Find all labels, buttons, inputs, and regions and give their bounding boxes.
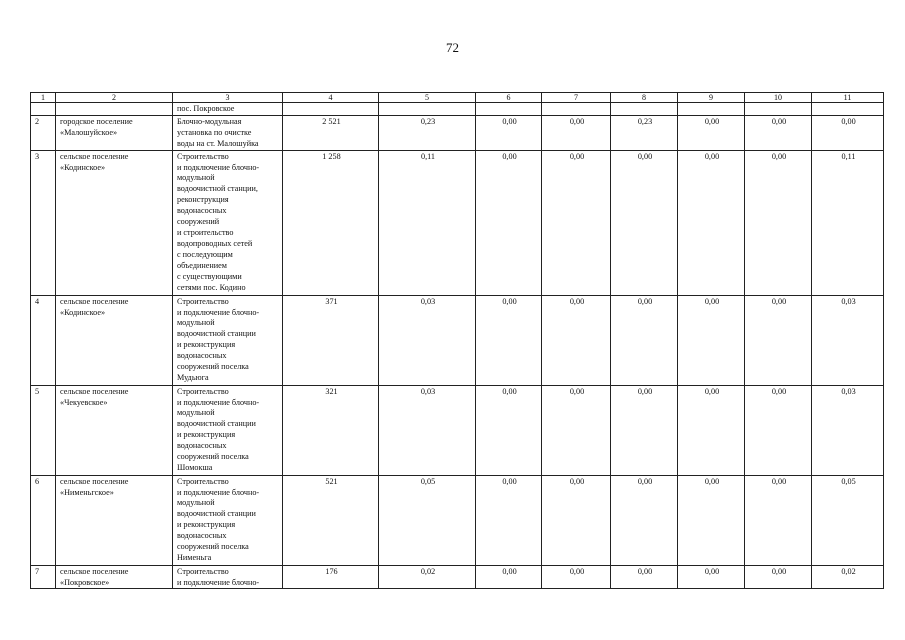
description-cell-line: и реконструкция <box>177 430 236 440</box>
description-cell-line: Строительство <box>177 386 229 396</box>
description-cell-line: Строительство <box>177 151 229 161</box>
value-cell: 0,00 <box>542 150 611 295</box>
settlement-cell-line: «Малошуйское» <box>60 127 118 137</box>
description-cell-line: сооружений поселка <box>177 362 249 372</box>
value-cell: 0,00 <box>678 150 745 295</box>
value-cell: 0,00 <box>542 295 611 385</box>
description-cell <box>173 565 283 589</box>
settlement-cell <box>56 115 173 150</box>
description-cell-line: и подключение блочно- <box>177 307 260 317</box>
value-cell: 0,03 <box>812 385 884 475</box>
row-number: 6 <box>31 475 56 565</box>
description-cell-line: и подключение блочно- <box>177 397 260 407</box>
value-cell: 371 <box>283 295 379 385</box>
settlement-cell-line: «Кодинское» <box>60 307 106 317</box>
table-row <box>31 103 884 116</box>
description-cell-line: модульной <box>177 173 215 183</box>
row-number: 5 <box>31 385 56 475</box>
value-cell: 0,00 <box>812 115 884 150</box>
column-number: 4 <box>283 93 379 103</box>
description-cell <box>173 115 283 150</box>
settlement-cell-line: «Чекуевское» <box>60 397 108 407</box>
column-number: 9 <box>678 93 745 103</box>
description-cell-line: реконструкция <box>177 195 229 205</box>
settlement-cell-line: сельское поселение <box>60 476 129 486</box>
column-number: 5 <box>379 93 476 103</box>
value-cell: 0,00 <box>542 115 611 150</box>
description-cell-line: сооружений поселка <box>177 452 249 462</box>
table-row <box>31 295 884 385</box>
value-cell: 0,00 <box>678 475 745 565</box>
value-cell: 0,00 <box>476 115 542 150</box>
description-cell <box>173 150 283 295</box>
value-cell: 0,03 <box>379 295 476 385</box>
value-cell: 0,00 <box>745 150 812 295</box>
row-number <box>31 103 56 116</box>
value-cell: 0,00 <box>542 475 611 565</box>
value-cell: 0,00 <box>745 385 812 475</box>
value-cell: 0,00 <box>611 475 678 565</box>
value-cell: 0,00 <box>745 115 812 150</box>
description-cell-line: Строительство <box>177 296 229 306</box>
value-cell: 0,03 <box>379 385 476 475</box>
settlement-cell-line: сельское поселение <box>60 566 129 576</box>
settlement-cell-line: сельское поселение <box>60 296 129 306</box>
value-cell: 0,00 <box>476 565 542 589</box>
value-cell <box>611 103 678 116</box>
value-cell <box>379 103 476 116</box>
value-cell: 521 <box>283 475 379 565</box>
description-cell-line: Мудьюга <box>177 372 209 382</box>
value-cell: 0,00 <box>611 385 678 475</box>
value-cell: 0,00 <box>745 565 812 589</box>
value-cell: 0,11 <box>812 150 884 295</box>
description-cell-line: объединением <box>177 260 227 270</box>
value-cell: 2 521 <box>283 115 379 150</box>
value-cell <box>812 103 884 116</box>
value-cell: 0,23 <box>611 115 678 150</box>
column-number: 10 <box>745 93 812 103</box>
settlement-cell-line: «Нименьгское» <box>60 487 114 497</box>
description-cell-line: и реконструкция <box>177 520 236 530</box>
value-cell: 0,05 <box>379 475 476 565</box>
row-number: 4 <box>31 295 56 385</box>
table-row <box>31 565 884 589</box>
value-cell: 0,00 <box>542 385 611 475</box>
column-number: 6 <box>476 93 542 103</box>
settlement-cell-line: сельское поселение <box>60 386 129 396</box>
description-cell-line: установка по очистке <box>177 127 252 137</box>
value-cell <box>745 103 812 116</box>
settlement-cell <box>56 385 173 475</box>
description-cell-line: с последующим <box>177 249 233 259</box>
table-row <box>31 475 884 565</box>
value-cell: 0,00 <box>678 115 745 150</box>
description-cell-line: сетями пос. Кодино <box>177 282 246 292</box>
value-cell: 0,03 <box>812 295 884 385</box>
value-cell: 1 258 <box>283 150 379 295</box>
value-cell: 0,00 <box>611 295 678 385</box>
description-cell-line: Блочно-модульная <box>177 116 242 126</box>
column-number: 1 <box>31 93 56 103</box>
value-cell: 0,00 <box>678 295 745 385</box>
column-number: 7 <box>542 93 611 103</box>
settlement-cell <box>56 103 173 116</box>
description-cell-line: водопроводных сетей <box>177 238 253 248</box>
value-cell: 0,00 <box>678 385 745 475</box>
table-row <box>31 115 884 150</box>
settlement-cell <box>56 295 173 385</box>
value-cell: 0,00 <box>476 385 542 475</box>
description-cell-line: Нименьга <box>177 552 212 562</box>
column-number: 8 <box>611 93 678 103</box>
description-cell-line: водонасосных <box>177 351 227 361</box>
value-cell: 0,00 <box>611 150 678 295</box>
page-number: 72 <box>446 40 459 55</box>
description-cell-line: водоочистной станции <box>177 509 256 519</box>
description-cell-line: водонасосных <box>177 206 227 216</box>
description-cell-line: воды на ст. Малошуйка <box>177 138 259 148</box>
value-cell: 0,00 <box>476 150 542 295</box>
value-cell: 0,00 <box>745 295 812 385</box>
description-cell-line: модульной <box>177 318 215 328</box>
description-cell <box>173 385 283 475</box>
description-cell <box>173 103 283 116</box>
value-cell <box>476 103 542 116</box>
description-cell-line: и подключение блочно- <box>177 577 260 587</box>
value-cell <box>283 103 379 116</box>
description-cell-line: водоочистной станции, <box>177 184 258 194</box>
description-cell-line: Строительство <box>177 476 229 486</box>
value-cell: 0,02 <box>812 565 884 589</box>
value-cell: 0,02 <box>379 565 476 589</box>
table-row <box>31 150 884 295</box>
description-cell-line: с существующими <box>177 271 242 281</box>
data-table <box>30 92 884 589</box>
value-cell: 176 <box>283 565 379 589</box>
description-cell <box>173 475 283 565</box>
settlement-cell-line: сельское поселение <box>60 151 129 161</box>
settlement-cell-line: «Покровское» <box>60 577 110 587</box>
description-cell-line: Строительство <box>177 566 229 576</box>
table-row <box>31 385 884 475</box>
column-number-row <box>31 93 884 103</box>
value-cell: 0,23 <box>379 115 476 150</box>
row-number: 3 <box>31 150 56 295</box>
value-cell: 321 <box>283 385 379 475</box>
description-cell-line: и подключение блочно- <box>177 162 260 172</box>
description-cell-line: модульной <box>177 408 215 418</box>
description-cell-line: водоочистной станции <box>177 329 256 339</box>
description-cell-line: пос. Покровское <box>177 104 235 113</box>
description-cell-line: и подключение блочно- <box>177 487 260 497</box>
value-cell: 0,00 <box>611 565 678 589</box>
description-cell-line: и реконструкция <box>177 340 236 350</box>
description-cell <box>173 295 283 385</box>
value-cell: 0,05 <box>812 475 884 565</box>
settlement-cell-line: «Кодинское» <box>60 162 106 172</box>
description-cell-line: водонасосных <box>177 531 227 541</box>
value-cell: 0,00 <box>476 475 542 565</box>
description-cell-line: водонасосных <box>177 441 227 451</box>
column-number: 11 <box>812 93 884 103</box>
description-cell-line: водоочистной станции <box>177 419 256 429</box>
value-cell: 0,00 <box>678 565 745 589</box>
settlement-cell-line: городское поселение <box>60 116 133 126</box>
settlement-cell <box>56 150 173 295</box>
table-body <box>31 93 884 589</box>
value-cell <box>542 103 611 116</box>
row-number: 7 <box>31 565 56 589</box>
settlement-cell <box>56 565 173 589</box>
description-cell-line: сооружений поселка <box>177 542 249 552</box>
column-number: 3 <box>173 93 283 103</box>
description-cell-line: и строительство <box>177 227 234 237</box>
value-cell: 0,00 <box>542 565 611 589</box>
column-number: 2 <box>56 93 173 103</box>
description-cell-line: модульной <box>177 498 215 508</box>
value-cell: 0,00 <box>476 295 542 385</box>
value-cell: 0,11 <box>379 150 476 295</box>
row-number: 2 <box>31 115 56 150</box>
value-cell: 0,00 <box>745 475 812 565</box>
description-cell-line: сооружений <box>177 217 220 227</box>
settlement-cell <box>56 475 173 565</box>
description-cell-line: Шомокша <box>177 462 213 472</box>
value-cell <box>678 103 745 116</box>
